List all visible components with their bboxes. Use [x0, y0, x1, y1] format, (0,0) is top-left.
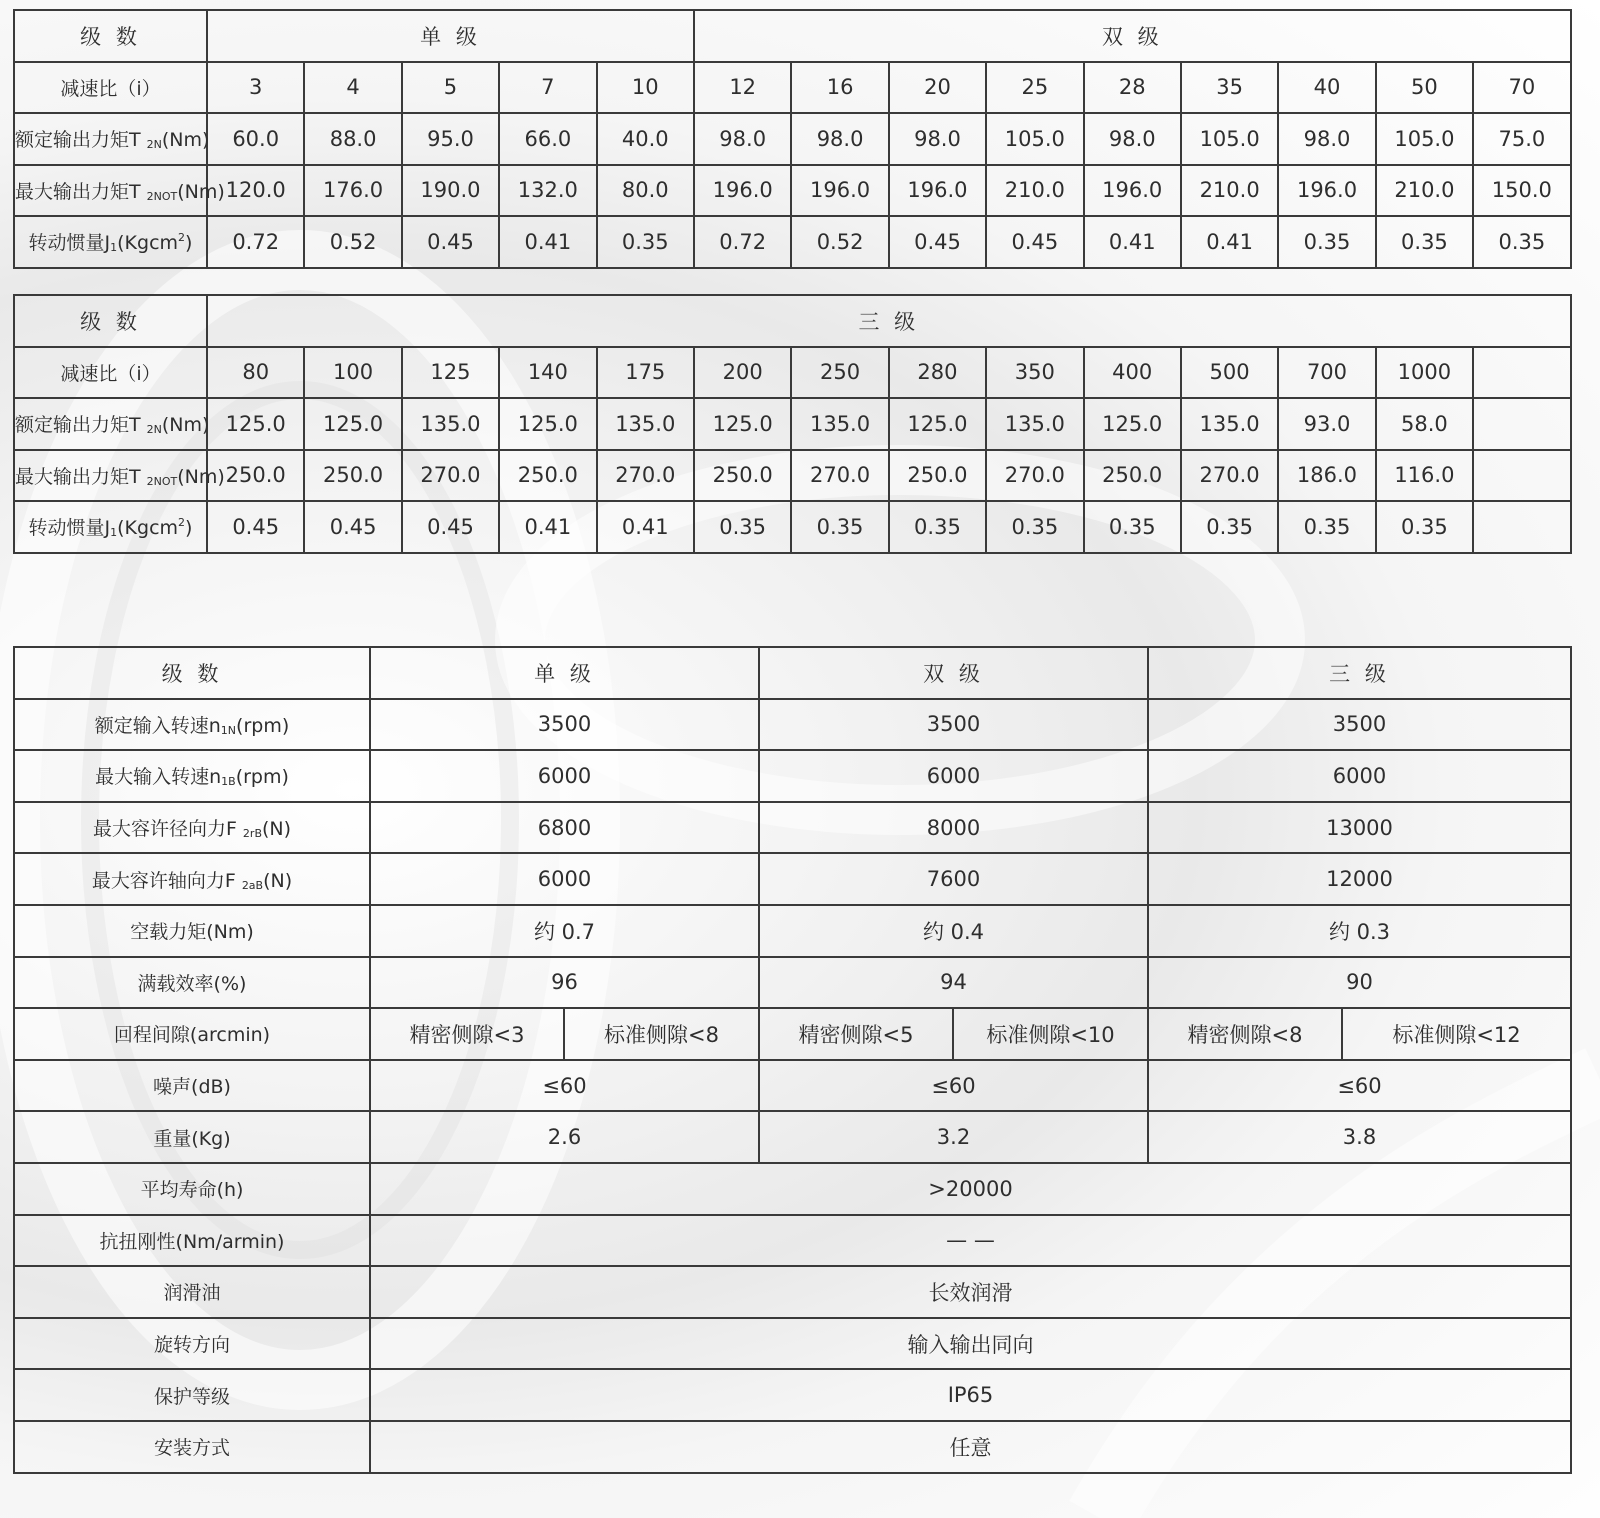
table-row: [14, 1318, 1571, 1370]
inertia-cell: 0.35: [1473, 216, 1571, 268]
inertia-cell: 0.45: [889, 216, 986, 268]
ratio-cell: 12: [694, 62, 791, 114]
rated-torque-cell: 66.0: [499, 113, 596, 165]
row-label-rated-speed: 额定输入转速n1N(rpm): [14, 699, 370, 751]
weight-double: 3.2: [759, 1111, 1148, 1163]
inertia-cell: 0.41: [597, 501, 694, 553]
ratio-cell: 500: [1181, 347, 1278, 399]
backlash-double-precision: 精密侧隙<5: [759, 1008, 953, 1060]
rated-speed-triple: 3500: [1148, 699, 1571, 751]
axial-force-single: 6000: [370, 853, 759, 905]
rated-torque-cell: 135.0: [791, 398, 888, 450]
max-torque-cell: 270.0: [597, 450, 694, 502]
inertia-cell: 0.41: [499, 501, 596, 553]
ratio-cell: 250: [791, 347, 888, 399]
ratio-cell: 100: [304, 347, 401, 399]
ratio-cell: 40: [1278, 62, 1375, 114]
max-torque-cell: 196.0: [694, 165, 791, 217]
row-label-ratio: 减速比（i）: [14, 347, 207, 399]
general-spec-table: [13, 646, 1572, 1474]
row-label-no-load-torque: 空载力矩(Nm): [14, 905, 370, 957]
table-row: [14, 165, 1571, 217]
row-label-rated-torque: 额定输出力矩T 2N(Nm): [14, 398, 207, 450]
max-speed-double: 6000: [759, 750, 1148, 802]
efficiency-single: 96: [370, 957, 759, 1009]
rated-torque-cell: 58.0: [1376, 398, 1473, 450]
max-torque-cell: 210.0: [1376, 165, 1473, 217]
rated-torque-cell: 98.0: [694, 113, 791, 165]
ratio-cell: 5: [402, 62, 499, 114]
rated-torque-cell: 125.0: [694, 398, 791, 450]
max-torque-cell: 270.0: [1181, 450, 1278, 502]
row-label-life: 平均寿命(h): [14, 1163, 370, 1215]
inertia-cell: 0.45: [402, 216, 499, 268]
row-label-max-torque: 最大输出力矩T 2NOT(Nm): [14, 165, 207, 217]
ratio-cell: 400: [1084, 347, 1181, 399]
table-row: [14, 1008, 1571, 1060]
noise-triple: ≤60: [1148, 1060, 1571, 1112]
inertia-cell: 0.41: [499, 216, 596, 268]
max-torque-cell: 80.0: [597, 165, 694, 217]
max-torque-cell: 196.0: [1278, 165, 1375, 217]
max-torque-cell: 210.0: [986, 165, 1083, 217]
inertia-cell: 0.35: [597, 216, 694, 268]
rated-torque-cell: 88.0: [304, 113, 401, 165]
inertia-cell: 0.41: [1181, 216, 1278, 268]
rated-torque-cell: 95.0: [402, 113, 499, 165]
table-row: [14, 957, 1571, 1009]
rated-torque-cell: 105.0: [1181, 113, 1278, 165]
rated-torque-cell: 98.0: [791, 113, 888, 165]
inertia-cell: 0.35: [1278, 216, 1375, 268]
inertia-cell: 0.35: [986, 501, 1083, 553]
table-row: [14, 853, 1571, 905]
row-label-lubricant: 润滑油: [14, 1266, 370, 1318]
row-label-backlash: 回程间隙(arcmin): [14, 1008, 370, 1060]
rated-torque-cell: 125.0: [1084, 398, 1181, 450]
inertia-cell: 0.35: [694, 501, 791, 553]
rated-torque-cell: 125.0: [499, 398, 596, 450]
ratio-cell: 70: [1473, 62, 1571, 114]
ratio-cell: 28: [1084, 62, 1181, 114]
no-load-torque-single: 约 0.7: [370, 905, 759, 957]
ratio-cell: 350: [986, 347, 1083, 399]
noise-double: ≤60: [759, 1060, 1148, 1112]
row-label-rated-torque: 额定输出力矩T 2N(Nm): [14, 113, 207, 165]
lubricant-value: 长效润滑: [370, 1266, 1571, 1318]
row-label-stiffness: 抗扭刚性(Nm/armin): [14, 1215, 370, 1267]
ratio-cell: 140: [499, 347, 596, 399]
ratio-cell: 125: [402, 347, 499, 399]
inertia-cell: 0.45: [986, 216, 1083, 268]
efficiency-double: 94: [759, 957, 1148, 1009]
table-row: [14, 1421, 1571, 1473]
radial-force-single: 6800: [370, 802, 759, 854]
inertia-cell: 0.35: [1084, 501, 1181, 553]
table-row: [14, 295, 1571, 347]
radial-force-triple: 13000: [1148, 802, 1571, 854]
ratio-cell: 3: [207, 62, 304, 114]
row-label-inertia: 转动惯量J1(Kgcm$^2$): [14, 501, 207, 553]
row-label-mounting: 安装方式: [14, 1421, 370, 1473]
rated-torque-cell: 105.0: [986, 113, 1083, 165]
max-torque-cell: 196.0: [791, 165, 888, 217]
rated-torque-cell: [1473, 398, 1571, 450]
ratio-cell: 700: [1278, 347, 1375, 399]
max-torque-cell: 132.0: [499, 165, 596, 217]
max-torque-cell: 196.0: [889, 165, 986, 217]
inertia-cell: 0.35: [1376, 216, 1473, 268]
noise-single: ≤60: [370, 1060, 759, 1112]
stage-label: 级 数: [14, 10, 207, 62]
backlash-single-standard: 标准侧隙<8: [564, 1008, 759, 1060]
ratio-cell: 80: [207, 347, 304, 399]
group-double-stage: 双 级: [694, 10, 1571, 62]
max-torque-cell: 250.0: [1084, 450, 1181, 502]
inertia-cell: [1473, 501, 1571, 553]
table-row: [14, 1266, 1571, 1318]
rated-torque-cell: 75.0: [1473, 113, 1571, 165]
rated-torque-cell: 125.0: [207, 398, 304, 450]
ratio-cell: 10: [597, 62, 694, 114]
max-torque-cell: 196.0: [1084, 165, 1181, 217]
table-row: [14, 450, 1571, 502]
rated-torque-cell: 135.0: [597, 398, 694, 450]
spec-table-single-double: [13, 9, 1572, 269]
table-row: [14, 1215, 1571, 1267]
max-torque-cell: 120.0: [207, 165, 304, 217]
max-torque-cell: 250.0: [304, 450, 401, 502]
table-row: [14, 1111, 1571, 1163]
stiffness-value: — —: [370, 1215, 1571, 1267]
axial-force-double: 7600: [759, 853, 1148, 905]
ratio-cell: 200: [694, 347, 791, 399]
max-torque-cell: 210.0: [1181, 165, 1278, 217]
rated-torque-cell: 135.0: [402, 398, 499, 450]
table-row: [14, 113, 1571, 165]
row-label-radial-force: 最大容许径向力F 2rB(N): [14, 802, 370, 854]
table-row: [14, 501, 1571, 553]
table-row: [14, 750, 1571, 802]
inertia-cell: 0.35: [1278, 501, 1375, 553]
max-speed-single: 6000: [370, 750, 759, 802]
ratio-cell: 25: [986, 62, 1083, 114]
row-label-protection: 保护等级: [14, 1369, 370, 1421]
ratio-cell: [1473, 347, 1571, 399]
table-row: [14, 10, 1571, 62]
rated-torque-cell: 98.0: [1278, 113, 1375, 165]
max-torque-cell: 190.0: [402, 165, 499, 217]
max-torque-cell: 150.0: [1473, 165, 1571, 217]
max-torque-cell: 250.0: [207, 450, 304, 502]
rated-torque-cell: 40.0: [597, 113, 694, 165]
inertia-cell: 0.35: [1376, 501, 1473, 553]
mounting-value: 任意: [370, 1421, 1571, 1473]
weight-single: 2.6: [370, 1111, 759, 1163]
backlash-triple-standard: 标准侧隙<12: [1342, 1008, 1571, 1060]
table-row: [14, 1369, 1571, 1421]
protection-value: IP65: [370, 1369, 1571, 1421]
rated-torque-cell: 135.0: [1181, 398, 1278, 450]
rated-torque-cell: 60.0: [207, 113, 304, 165]
no-load-torque-double: 约 0.4: [759, 905, 1148, 957]
group-single-stage: 单 级: [207, 10, 694, 62]
max-torque-cell: 250.0: [889, 450, 986, 502]
table-row: [14, 216, 1571, 268]
inertia-cell: 0.72: [694, 216, 791, 268]
max-torque-cell: 270.0: [986, 450, 1083, 502]
inertia-cell: 0.45: [207, 501, 304, 553]
rated-torque-cell: 98.0: [1084, 113, 1181, 165]
efficiency-triple: 90: [1148, 957, 1571, 1009]
weight-triple: 3.8: [1148, 1111, 1571, 1163]
ratio-cell: 7: [499, 62, 596, 114]
backlash-single-precision: 精密侧隙<3: [370, 1008, 564, 1060]
rated-torque-cell: 125.0: [304, 398, 401, 450]
ratio-cell: 175: [597, 347, 694, 399]
max-torque-cell: [1473, 450, 1571, 502]
max-torque-cell: 250.0: [499, 450, 596, 502]
table-row: [14, 802, 1571, 854]
group-triple-stage: 三 级: [207, 295, 1571, 347]
ratio-cell: 4: [304, 62, 401, 114]
stage-label: 级 数: [14, 295, 207, 347]
ratio-cell: 20: [889, 62, 986, 114]
row-label-weight: 重量(Kg): [14, 1111, 370, 1163]
rotation-value: 输入输出同向: [370, 1318, 1571, 1370]
max-speed-triple: 6000: [1148, 750, 1571, 802]
row-label-max-torque: 最大输出力矩T 2NOT(Nm): [14, 450, 207, 502]
inertia-cell: 0.35: [1181, 501, 1278, 553]
table-row: [14, 62, 1571, 114]
rated-torque-cell: 98.0: [889, 113, 986, 165]
table-row: [14, 347, 1571, 399]
table-row: [14, 1163, 1571, 1215]
col-single-stage: 单 级: [370, 647, 759, 699]
rated-speed-double: 3500: [759, 699, 1148, 751]
rated-torque-cell: 135.0: [986, 398, 1083, 450]
row-label-rotation: 旋转方向: [14, 1318, 370, 1370]
table-row: [14, 1060, 1571, 1112]
axial-force-triple: 12000: [1148, 853, 1571, 905]
stage-label: 级 数: [14, 647, 370, 699]
life-value: >20000: [370, 1163, 1571, 1215]
ratio-cell: 16: [791, 62, 888, 114]
max-torque-cell: 186.0: [1278, 450, 1375, 502]
radial-force-double: 8000: [759, 802, 1148, 854]
rated-torque-cell: 105.0: [1376, 113, 1473, 165]
ratio-cell: 1000: [1376, 347, 1473, 399]
ratio-cell: 280: [889, 347, 986, 399]
max-torque-cell: 270.0: [791, 450, 888, 502]
col-triple-stage: 三 级: [1148, 647, 1571, 699]
row-label-max-speed: 最大输入转速n1B(rpm): [14, 750, 370, 802]
ratio-cell: 35: [1181, 62, 1278, 114]
rated-torque-cell: 93.0: [1278, 398, 1375, 450]
max-torque-cell: 250.0: [694, 450, 791, 502]
row-label-ratio: 减速比（i）: [14, 62, 207, 114]
max-torque-cell: 116.0: [1376, 450, 1473, 502]
inertia-cell: 0.45: [304, 501, 401, 553]
backlash-double-standard: 标准侧隙<10: [953, 1008, 1148, 1060]
inertia-cell: 0.45: [402, 501, 499, 553]
ratio-cell: 50: [1376, 62, 1473, 114]
row-label-efficiency: 满载效率(%): [14, 957, 370, 1009]
rated-torque-cell: 125.0: [889, 398, 986, 450]
inertia-cell: 0.35: [889, 501, 986, 553]
backlash-triple-precision: 精密侧隙<8: [1148, 1008, 1342, 1060]
col-double-stage: 双 级: [759, 647, 1148, 699]
max-torque-cell: 270.0: [402, 450, 499, 502]
spec-table-triple: [13, 294, 1572, 554]
row-label-noise: 噪声(dB): [14, 1060, 370, 1112]
row-label-inertia: 转动惯量J1(Kgcm$^2$): [14, 216, 207, 268]
max-torque-cell: 176.0: [304, 165, 401, 217]
table-row: [14, 398, 1571, 450]
table-row: [14, 647, 1571, 699]
inertia-cell: 0.52: [791, 216, 888, 268]
inertia-cell: 0.72: [207, 216, 304, 268]
no-load-torque-triple: 约 0.3: [1148, 905, 1571, 957]
table-row: [14, 905, 1571, 957]
rated-speed-single: 3500: [370, 699, 759, 751]
inertia-cell: 0.41: [1084, 216, 1181, 268]
inertia-cell: 0.52: [304, 216, 401, 268]
row-label-axial-force: 最大容许轴向力F 2aB(N): [14, 853, 370, 905]
inertia-cell: 0.35: [791, 501, 888, 553]
table-row: [14, 699, 1571, 751]
